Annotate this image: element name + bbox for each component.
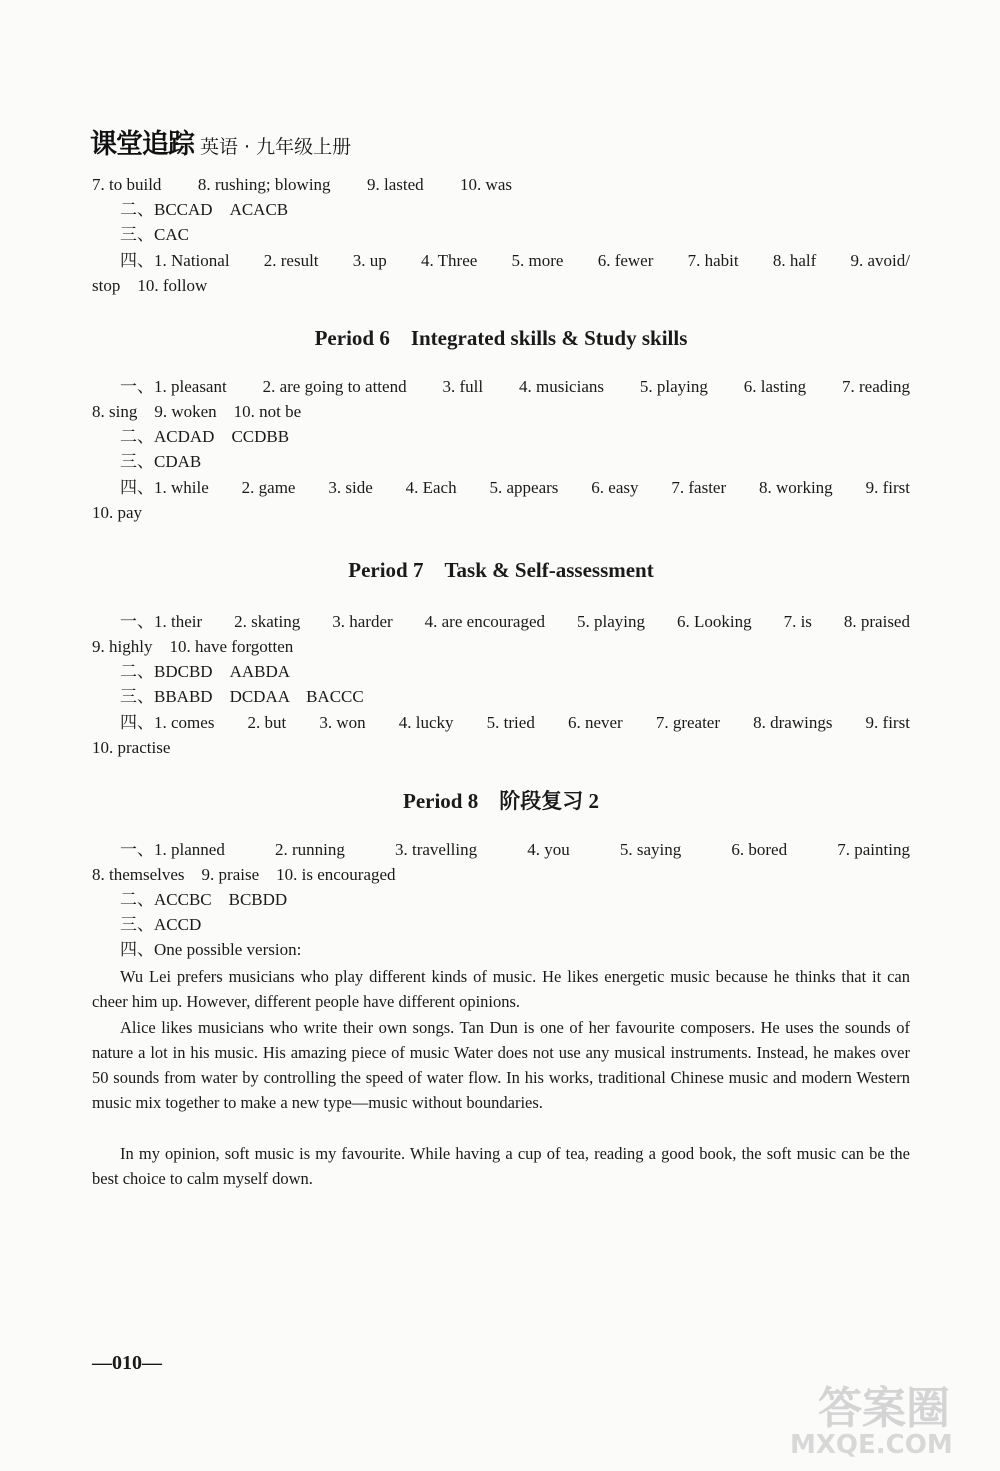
answer-line: 8. themselves 9. praise 10. is encouraged xyxy=(92,865,396,884)
answer-line: 10. pay xyxy=(92,503,143,522)
answer-line: 9. highly 10. have forgotten xyxy=(92,637,294,656)
brand-logo: 课堂追踪 xyxy=(90,129,194,160)
answer-line: stop 10. follow xyxy=(92,276,208,295)
answer-line: 三、CDAB xyxy=(120,452,202,471)
answer-line: 三、BBABD DCDAA BACCC xyxy=(120,687,364,706)
answer-line: 四、One possible version: xyxy=(120,940,302,959)
essay-paragraph: Wu Lei prefers musicians who play different kinds of music. He likes energetic music because he thinks that it can cheer him up. However, different people have different opinions. xyxy=(92,967,910,1011)
answer-line: 一、1. their 2. skating 3. harder 4. are encouraged 5. playing 6. Looking 7. is 8. praised xyxy=(120,612,910,631)
answer-line: 一、1. pleasant 2. are going to attend 3. full 4. musicians 5. playing 6. lasting 7. reading xyxy=(120,377,910,396)
answer-line: 三、ACCD xyxy=(120,915,202,934)
answer-line: 一、1. planned 2. running 3. travelling 4. you 5. saying 6. bored 7. painting xyxy=(120,840,910,859)
answer-line: 二、ACDAD CCDBB xyxy=(120,427,290,446)
page-header xyxy=(90,126,351,160)
answer-line: 二、BCCAD ACACB xyxy=(120,200,289,219)
answer-line: 7. to build 8. rushing; blowing 9. lasted 10. was xyxy=(92,175,512,194)
watermark-url: MXQE.COM xyxy=(790,1430,953,1460)
answer-line: 四、1. while 2. game 3. side 4. Each 5. appears 6. easy 7. faster 8. working 9. first xyxy=(120,478,910,497)
answer-line: 四、1. comes 2. but 3. won 4. lucky 5. tried 6. never 7. greater 8. drawings 9. first xyxy=(120,713,910,732)
section-heading: Period 8 阶段复习 2 xyxy=(403,789,599,813)
essay-paragraph: Alice likes musicians who write their own songs. Tan Dun is one of her favourite composers. He uses the sounds of nature a lot in his music. His amazing piece of music Water does not use any musical instruments. Instead, he makes over 50 sounds from water by controlling the speed of water flow. In his works, traditional Chinese music and modern Western music mix together to make a new type—music without boundaries. xyxy=(92,1018,910,1112)
answer-line: 10. practise xyxy=(92,738,171,757)
section-heading: Period 7 Task & Self-assessment xyxy=(348,558,654,582)
answer-line: 二、BDCBD AABDA xyxy=(120,662,291,681)
book-title: 英语 · 九年级上册 xyxy=(200,136,352,158)
watermark-logo: 答案圈 xyxy=(818,1383,950,1434)
answer-line: 8. sing 9. woken 10. not be xyxy=(92,402,302,421)
essay-paragraph: In my opinion, soft music is my favourite. While having a cup of tea, reading a good book, the soft music can be the best choice to calm myself down. xyxy=(92,1144,910,1188)
answer-line: 三、CAC xyxy=(120,225,189,244)
answer-line: 二、ACCBC BCBDD xyxy=(120,890,288,909)
answer-line: 四、1. National 2. result 3. up 4. Three 5. more 6. fewer 7. habit 8. half 9. avoid/ xyxy=(120,251,910,270)
section-heading: Period 6 Integrated skills & Study skills xyxy=(314,326,688,350)
page-number: —010— xyxy=(92,1352,162,1374)
